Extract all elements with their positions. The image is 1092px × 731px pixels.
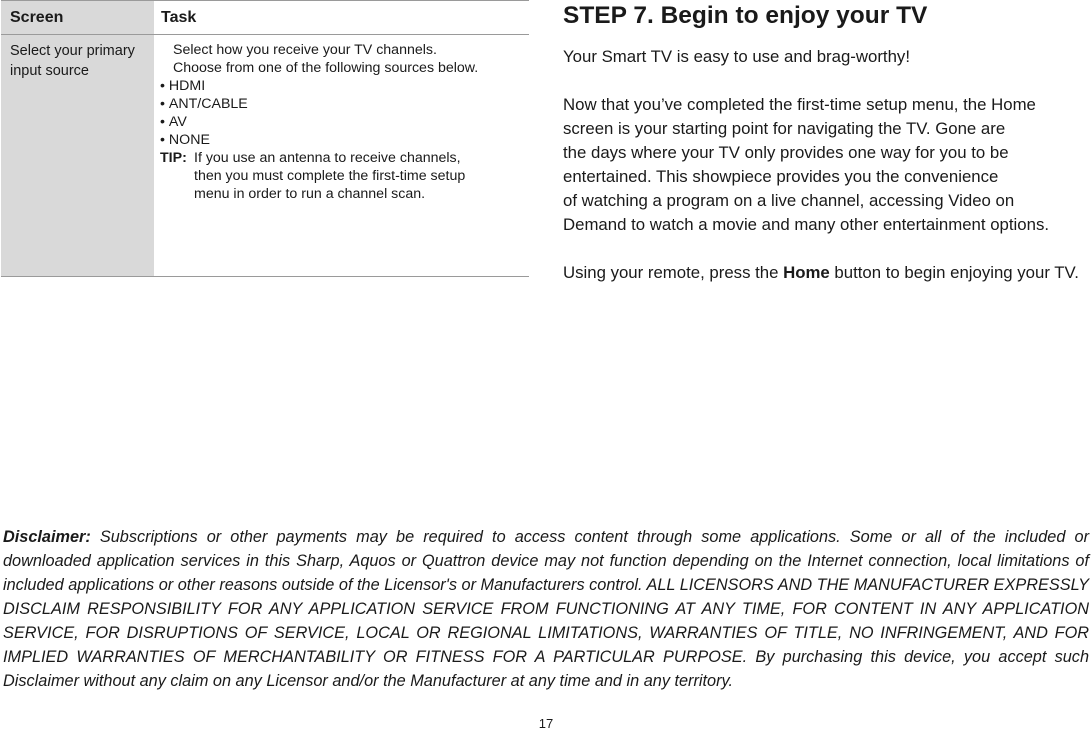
paragraph-line: of watching a program on a live channel, accessing Video on [563,191,1015,210]
tip-line-1: If you use an antenna to receive channels, [194,150,461,166]
source-item-av: • AV [160,113,529,131]
setup-task-table [1,0,529,277]
header-screen: Screen [1,1,154,34]
tip-line-2: then you must complete the first-time setup [194,168,466,184]
tip-note [160,149,529,203]
screen-cell: Select your primary input source [1,35,154,276]
paragraph-line: entertained. This showpiece provides you the convenience [563,167,999,186]
paragraph-line: screen is your starting point for navigating the TV. Gone are [563,119,1006,138]
page-number: 17 [538,716,554,731]
source-item-none: • NONE [160,131,529,149]
step-7-section [563,2,1089,285]
header-task: Task [161,9,197,26]
tip-line-3: menu in order to run a channel scan. [194,186,426,202]
paragraph-line: Now that you’ve completed the first-time setup menu, the Home [563,95,1036,114]
paragraph-line: Demand to watch a movie and many other entertainment options. [563,215,1049,234]
disclaimer [3,525,1089,693]
home-button-label: Home [783,263,830,282]
paragraph-line: the days where your TV only provides one way for you to be [563,143,1009,162]
remote-instruction [563,261,1089,285]
instruction-text-before: Using your remote, press the [563,263,784,282]
source-list [160,77,529,149]
source-item-hdmi: • HDMI [160,77,529,95]
disclaimer-text: Subscriptions or other payments may be required to access content through some applications. Some or all of the included or downloaded application services in this Sharp, Aquos or Quattron device may not function depending on the Internet connection, local limitations of included applications or other reasons outside of the Licensor's or Manufacturers control. ALL LICENSORS AND THE MANUFACTURER EXPRESSLY DISCLAIM RESPONSIBILITY FOR ANY APPLICATION SERVICE FROM FUNCTIONING AT ANY TIME, FOR CONTENT IN ANY APPLICATION SERVICE, FOR DISRUPTIONS OF SERVICE, LOCAL OR REGIONAL LIMITATIONS, WARRANTIES OF TITLE, NO INFRINGEMENT, AND FOR IMPLIED WARRANTIES OF MERCHANTABILITY OR FITNESS FOR A PARTICULAR PURPOSE. By purchasing this device, you accept such Disclaimer without any claim on any Licensor and/or the Manufacturer at any time and in any territory. [3,528,1089,690]
disclaimer-label: Disclaimer: [3,528,91,546]
task-intro-line-1: Select how you receive your TV channels. [173,42,437,58]
home-screen-paragraph [563,93,1089,237]
step-title: STEP 7. Begin to enjoy your TV [563,2,928,29]
source-item-ant-cable: • ANT/CABLE [160,95,529,113]
instruction-text-after: button to begin enjoying your TV. [829,263,1079,282]
table-header-row [1,1,529,35]
task-cell [154,35,529,276]
task-intro-line-2: Choose from one of the following sources below. [173,60,479,76]
tip-label: TIP: [160,150,187,166]
intro-paragraph: Your Smart TV is easy to use and brag-worthy! [563,47,910,66]
